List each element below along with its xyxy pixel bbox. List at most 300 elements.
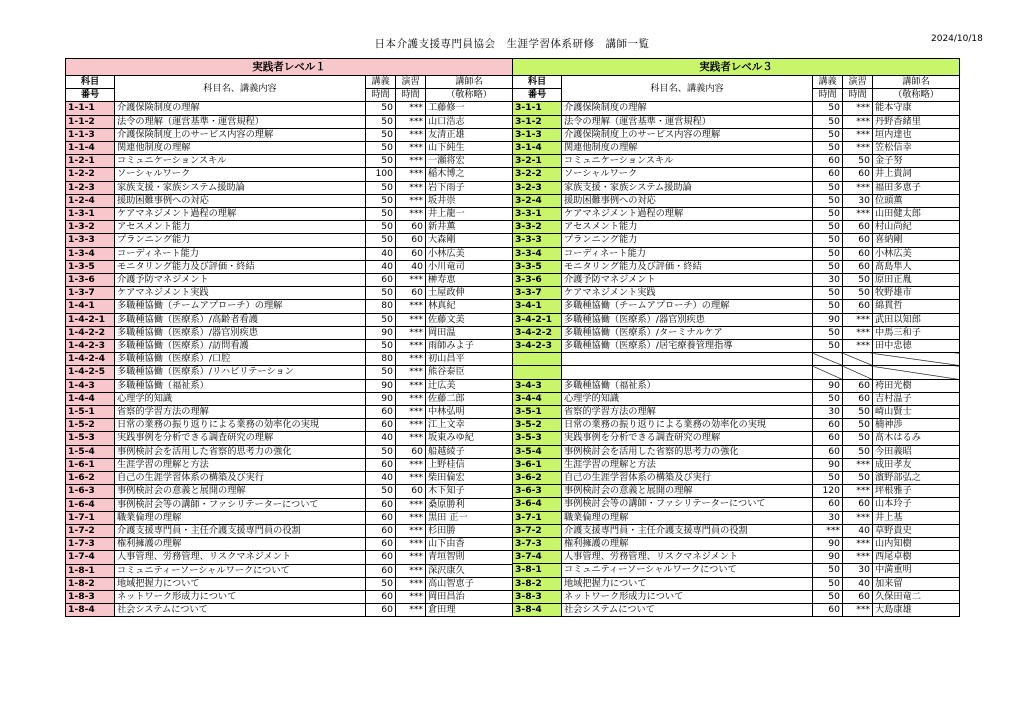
lecture-hours: 50 [366,208,396,221]
header-lecture-sub: 時間 [813,89,843,102]
course-title: アセスメント能力 [115,221,366,234]
table-row [66,511,513,524]
lecture-hours: 50 [813,577,843,590]
course-code: 1-8-3 [66,590,115,603]
instructor-name: 中林弘明 [426,406,513,419]
course-title: 事例検討会等の講師・ファシリテーターについて [562,498,813,511]
instructor-name: 桑原勝利 [426,498,513,511]
practice-hours: *** [396,313,426,326]
table-row [66,551,513,564]
lecture-hours: 90 [813,538,843,551]
instructor-name: 大森剛 [426,234,513,247]
practice-hours: *** [843,511,873,524]
instructor-name: 中満重明 [873,564,960,577]
course-code: 1-6-4 [66,498,115,511]
header-code-sub: 番号 [513,89,562,102]
table-row [513,313,960,326]
course-title: 家族支援・家族システム援助論 [562,181,813,194]
practice-hours: *** [396,208,426,221]
course-title: ケアマネジメント過程の理解 [115,208,366,221]
instructor-name: 中馬三和子 [873,326,960,339]
practice-hours: *** [396,340,426,353]
lecture-hours: 60 [813,419,843,432]
course-code: 3-3-3 [513,234,562,247]
instructor-name: 喜納剛 [873,234,960,247]
course-title: 権利擁護の理解 [562,538,813,551]
instructor-name: 岩下雨子 [426,181,513,194]
course-code: 1-4-4 [66,392,115,405]
course-code: 1-2-1 [66,155,115,168]
course-code: 3-4-2-2 [513,326,562,339]
course-code: 3-6-4 [513,498,562,511]
course-code: 1-4-1 [66,300,115,313]
table-row [66,485,513,498]
practice-hours: *** [396,604,426,617]
practice-hours: *** [396,353,426,366]
course-code: 1-5-3 [66,432,115,445]
course-title: コミュニケーションスキル [562,155,813,168]
course-code: 1-2-3 [66,181,115,194]
practice-hours: *** [396,379,426,392]
practice-hours: 60 [843,590,873,603]
lecture-hours: 120 [813,485,843,498]
instructor-name: 崎山賢士 [873,406,960,419]
table-row [66,353,513,366]
practice-hours: 50 [843,432,873,445]
course-code: 1-8-1 [66,564,115,577]
practice-hours: 60 [396,247,426,260]
instructor-name: 小林広美 [873,247,960,260]
table-row [513,128,960,141]
lecture-hours: 50 [813,300,843,313]
course-title: 援助困難事例への対応 [562,194,813,207]
lecture-hours: 50 [366,445,396,458]
table-row [513,472,960,485]
course-code: 1-2-4 [66,194,115,207]
course-title: アセスメント能力 [562,221,813,234]
practice-hours: 30 [843,564,873,577]
lecture-hours: 50 [366,142,396,155]
practice-hours: *** [843,485,873,498]
course-title: コーディネート能力 [115,247,366,260]
lecture-hours: 30 [813,406,843,419]
course-title: プランニング能力 [115,234,366,247]
practice-hours: *** [396,366,426,379]
lecture-hours: 30 [813,511,843,524]
table-row [66,379,513,392]
practice-hours: 40 [843,577,873,590]
table-row [66,234,513,247]
course-code: 1-3-1 [66,208,115,221]
lecture-hours: 50 [366,194,396,207]
course-code: 3-3-5 [513,260,562,273]
course-title: 実践事例を分析できる調査研究の理解 [562,432,813,445]
instructor-name: 位頭薫 [873,194,960,207]
practice-hours: *** [843,115,873,128]
course-code: 1-4-2-1 [66,313,115,326]
course-code: 3-7-3 [513,538,562,551]
course-code: 1-1-4 [66,142,115,155]
table-band-title: 実践者レベル３ [513,59,960,76]
instructor-name: 青垣智則 [426,551,513,564]
practice-hours: 60 [843,379,873,392]
course-code: 1-2-2 [66,168,115,181]
instructor-name: 初山昌平 [426,353,513,366]
table-row [513,590,960,603]
instructor-name: 榊寿恵 [426,274,513,287]
course-code: 3-5-4 [513,445,562,458]
course-code: 1-3-5 [66,260,115,273]
practice-hours: 60 [396,287,426,300]
course-title: 地域把握力について [115,577,366,590]
instructor-name: 一瀬将宏 [426,155,513,168]
lecture-hours: 60 [366,406,396,419]
lecture-hours: 50 [813,142,843,155]
table-row [513,485,960,498]
course-title: 事例検討会の意義と展開の理解 [562,485,813,498]
table-row [66,168,513,181]
course-title: 多職種協働（医療系）/器官別疾患 [115,326,366,339]
practice-hours: *** [396,115,426,128]
practice-hours: *** [396,392,426,405]
instructor-name: 金子努 [873,155,960,168]
table-row [66,102,513,115]
table-row [66,274,513,287]
lecture-hours: 50 [366,221,396,234]
course-title: 生涯学習の理解と方法 [562,458,813,471]
course-title: 介護支援専門員・主任介護支援専門員の役割 [562,524,813,537]
table-row [513,392,960,405]
lecture-hours: 50 [366,155,396,168]
lecture-hours: 60 [813,155,843,168]
instructor-name: 今田義昭 [873,445,960,458]
course-title: 社会システムについて [115,604,366,617]
course-code: 3-8-1 [513,564,562,577]
course-code: 3-5-1 [513,406,562,419]
course-title: 介護保険制度上のサービス内容の理解 [115,128,366,141]
practice-hours: 40 [843,524,873,537]
table-row [513,260,960,273]
course-title: 関連他制度の理解 [562,142,813,155]
lecture-hours: 50 [366,340,396,353]
course-code: 3-6-3 [513,485,562,498]
table-row [513,511,960,524]
instructor-name: 熊谷泰臣 [426,366,513,379]
course-code: 3-3-6 [513,274,562,287]
course-title: 社会システムについて [562,604,813,617]
empty-cell [562,353,813,366]
course-code: 1-7-2 [66,524,115,537]
lecture-hours: 60 [813,445,843,458]
course-title: 多職種協働（医療系）/ターミナルケア [562,326,813,339]
lecture-hours: 50 [366,485,396,498]
course-code: 3-1-3 [513,128,562,141]
instructor-name: 能本守康 [873,102,960,115]
table-row [66,340,513,353]
practice-hours: 60 [843,260,873,273]
practice-hours: 60 [396,221,426,234]
table-row [513,538,960,551]
table-row [513,326,960,339]
course-title: 介護予防マネジメント [562,274,813,287]
course-title: 日常の業務の振り返りによる業務の効率化の実現 [562,419,813,432]
course-code: 1-5-4 [66,445,115,458]
course-title: 介護保険制度の理解 [115,102,366,115]
course-title: 権利擁護の理解 [115,538,366,551]
lecture-hours: 50 [813,115,843,128]
course-code: 1-3-3 [66,234,115,247]
lecture-hours: 50 [813,128,843,141]
instructor-name: 雨師みよ子 [426,340,513,353]
instructor-name: 船越綾子 [426,445,513,458]
instructor-name: 井上龍一 [426,208,513,221]
course-title: 心理学的知識 [562,392,813,405]
instructor-name: 草野貴史 [873,524,960,537]
course-code: 1-4-3 [66,379,115,392]
table-row [66,115,513,128]
table-row [513,406,960,419]
course-title: 多職種協働（医療系）/口腔 [115,353,366,366]
instructor-name: 友清正雄 [426,128,513,141]
course-code: 1-1-2 [66,115,115,128]
lecture-hours: 50 [813,287,843,300]
course-title: 心理学的知識 [115,392,366,405]
practice-hours: *** [396,458,426,471]
course-code: 3-4-2-1 [513,313,562,326]
course-code: 3-8-2 [513,577,562,590]
practice-hours: *** [396,472,426,485]
lecture-hours: 50 [813,564,843,577]
lecture-hours: 50 [813,102,843,115]
header-practice-sub: 時間 [396,89,426,102]
instructor-name: 楠神渉 [873,419,960,432]
course-title: 事例検討会の意義と展開の理解 [115,485,366,498]
lecture-hours: 50 [813,221,843,234]
lecture-hours: 50 [366,102,396,115]
lecture-hours: 50 [813,340,843,353]
course-code: 1-7-4 [66,551,115,564]
course-code: 1-5-1 [66,406,115,419]
lecture-hours: 90 [366,379,396,392]
practice-hours: *** [843,551,873,564]
empty-cell [873,353,960,366]
instructor-name: 村山尚紀 [873,221,960,234]
course-code: 3-6-2 [513,472,562,485]
course-code: 1-8-4 [66,604,115,617]
table-row [513,287,960,300]
lecture-hours: 100 [366,168,396,181]
table-row [513,274,960,287]
table-row [66,538,513,551]
practice-hours: 50 [843,274,873,287]
table-row [66,432,513,445]
table-row [66,194,513,207]
course-title: コミュニケーションスキル [115,155,366,168]
course-title: ケアマネジメント過程の理解 [562,208,813,221]
course-title: 多職種協働（チームアプローチ）の理解 [562,300,813,313]
empty-cell [843,366,873,379]
course-title: 多職種協働（医療系）/高齢者看護 [115,313,366,326]
table-row [66,406,513,419]
practice-hours: *** [843,128,873,141]
instructor-name: 山下純生 [426,142,513,155]
course-code: 3-5-2 [513,419,562,432]
course-code: 3-7-2 [513,524,562,537]
course-title: 省察的学習方法の理解 [562,406,813,419]
course-code: 3-2-2 [513,168,562,181]
practice-hours: *** [843,102,873,115]
lecture-hours: 50 [813,260,843,273]
lecture-hours: 40 [366,432,396,445]
instructor-name: 新井薫 [426,221,513,234]
course-code: 3-5-3 [513,432,562,445]
practice-hours: *** [396,326,426,339]
course-code: 3-2-4 [513,194,562,207]
course-code: 1-5-2 [66,419,115,432]
table-row [513,524,960,537]
practice-hours: *** [396,181,426,194]
instructor-name: 坪根雅子 [873,485,960,498]
lecture-hours: 90 [366,326,396,339]
course-code: 3-2-1 [513,155,562,168]
course-title: 人事管理、労務管理、リスクマネジメント [115,551,366,564]
course-code: 1-3-2 [66,221,115,234]
table-row [513,432,960,445]
table-row [513,142,960,155]
course-code: 3-1-1 [513,102,562,115]
practice-hours: 30 [843,194,873,207]
instructor-name: 垣内達也 [873,128,960,141]
instructor-name: 坂井崇 [426,194,513,207]
lecture-hours: 60 [366,274,396,287]
lecture-hours: 50 [813,472,843,485]
lecture-hours: 50 [366,366,396,379]
instructor-name: 佐藤文美 [426,313,513,326]
instructor-name: 坂東みゆ紀 [426,432,513,445]
course-code: 3-4-2-3 [513,340,562,353]
course-title: 援助困難事例への対応 [115,194,366,207]
instructor-name: 杉田勝 [426,524,513,537]
lecture-hours: 60 [813,168,843,181]
instructor-name: 山下由香 [426,538,513,551]
practice-hours: 60 [843,221,873,234]
table-row [66,524,513,537]
lecture-hours: 90 [366,392,396,405]
practice-hours: *** [843,458,873,471]
practice-hours: *** [396,142,426,155]
empty-cell [513,366,562,379]
instructor-name: 大島康雄 [873,604,960,617]
course-title: プランニング能力 [562,234,813,247]
table-row [513,366,960,379]
table-row [66,564,513,577]
table-row [66,155,513,168]
header-subject: 科目名、講義内容 [115,76,366,102]
practice-hours: 50 [843,155,873,168]
practice-hours: 60 [843,234,873,247]
course-code: 3-1-4 [513,142,562,155]
instructor-name: 江上文幸 [426,419,513,432]
course-title: ソーシャルワーク [115,168,366,181]
table-row [66,181,513,194]
instructor-name: 綿貫哲 [873,300,960,313]
course-code: 1-3-7 [66,287,115,300]
practice-hours: *** [396,102,426,115]
lecture-hours: 90 [813,313,843,326]
lecture-hours: 90 [813,551,843,564]
table-row [66,326,513,339]
practice-hours: *** [396,194,426,207]
instructor-name: 原田正胤 [873,274,960,287]
course-title: 職業倫理の理解 [562,511,813,524]
practice-hours: *** [396,498,426,511]
document-date: 2024/10/18 [931,34,983,44]
table-row [66,128,513,141]
lecture-hours: 60 [366,498,396,511]
course-title: 人事管理、労務管理、リスクマネジメント [562,551,813,564]
instructor-name: 山田健太郎 [873,208,960,221]
header-code: 科目 [66,76,115,89]
practice-hours: *** [396,511,426,524]
instructor-name: 山内知樹 [873,538,960,551]
instructor-name: 吉村温子 [873,392,960,405]
practice-hours: 60 [843,168,873,181]
lecture-hours: 50 [366,234,396,247]
instructor-name: 袴田光樹 [873,379,960,392]
lecture-hours: 60 [366,538,396,551]
table-row [513,340,960,353]
table-row [513,221,960,234]
course-title: 日常の業務の振り返りによる業務の効率化の実現 [115,419,366,432]
practice-hours: *** [843,208,873,221]
course-code: 3-7-1 [513,511,562,524]
practice-hours: *** [843,142,873,155]
course-title: 地域把握力について [562,577,813,590]
lecture-hours: 90 [813,379,843,392]
instructor-name: 木下知子 [426,485,513,498]
course-code: 1-6-2 [66,472,115,485]
table-row [513,564,960,577]
header-lecture-sub: 時間 [366,89,396,102]
instructor-name: 小林広美 [426,247,513,260]
lecture-hours: 60 [366,524,396,537]
table-row [513,208,960,221]
instructor-name: 小川竜司 [426,260,513,273]
course-code: 1-4-2-2 [66,326,115,339]
practice-hours: 50 [843,406,873,419]
header-code-sub: 番号 [66,89,115,102]
course-code: 1-6-1 [66,458,115,471]
instructor-name: 倉田理 [426,604,513,617]
header-practice-sub: 時間 [843,89,873,102]
practice-hours: *** [843,538,873,551]
lecture-hours: 60 [813,498,843,511]
course-title: 介護予防マネジメント [115,274,366,287]
course-title: 法令の理解（運営基準・運営規程） [562,115,813,128]
course-title: 介護保険制度上のサービス内容の理解 [562,128,813,141]
instructor-name: 丹野香緒里 [873,115,960,128]
table-row [66,472,513,485]
table-row [513,115,960,128]
practice-hours: *** [396,551,426,564]
instructor-name: 加来留 [873,577,960,590]
table-row [513,379,960,392]
course-title: 自己の生涯学習体系の構築及び実行 [115,472,366,485]
course-title: 生涯学習の理解と方法 [115,458,366,471]
course-title: コミュニティーソーシャルワークについて [562,564,813,577]
instructor-name: 岡田温 [426,326,513,339]
course-title: 介護保険制度の理解 [562,102,813,115]
